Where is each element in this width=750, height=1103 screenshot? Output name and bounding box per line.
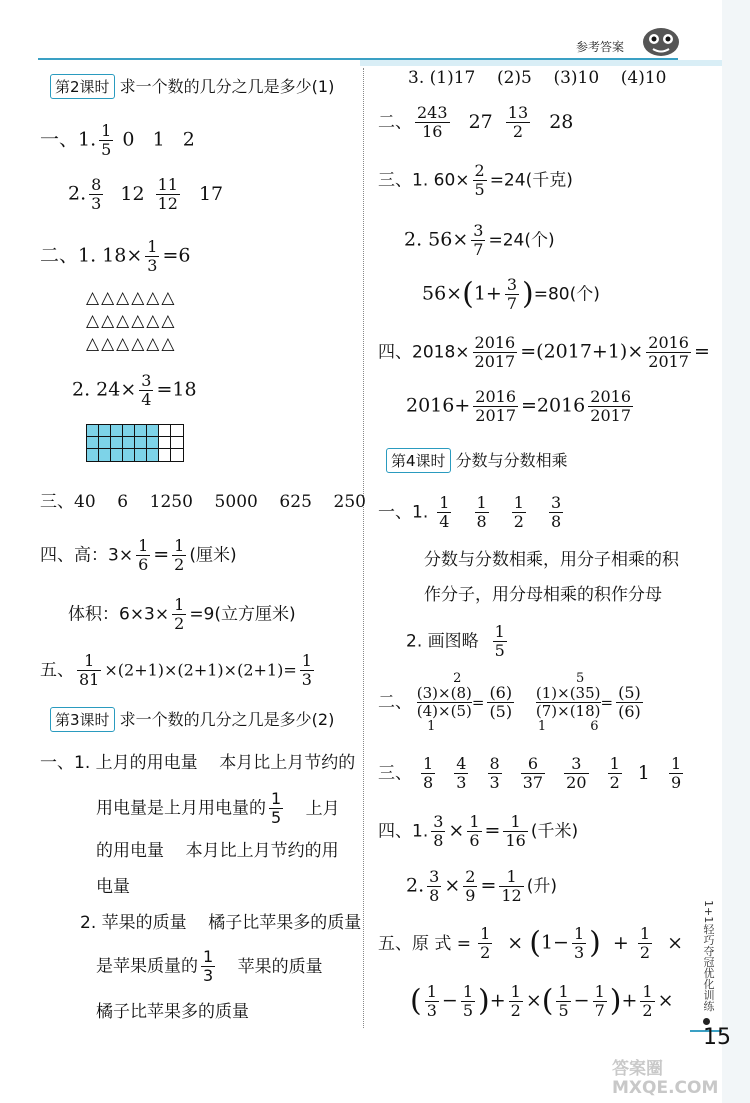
label: 五、原 式 = [378, 933, 472, 954]
fraction [638, 925, 652, 962]
label: 一、1. [378, 502, 429, 523]
fraction [269, 790, 283, 827]
denominator: 7 [506, 294, 518, 314]
reduction-expression [417, 672, 472, 733]
denominator: 2017 [590, 406, 631, 426]
lesson2-tag: 第2课时 [50, 74, 115, 99]
numerator: 2016 [475, 387, 516, 406]
label: 2. [406, 874, 425, 897]
operator: + [612, 931, 629, 954]
text: 苹果的质量 [237, 956, 323, 977]
numerator: 1 [203, 947, 214, 966]
ans-l5: 三、40 6 1250 5000 625 250 [40, 492, 366, 512]
ans-r9: 分数与分数相乘，用分子相乘的积 [424, 550, 679, 570]
expression: =(2017+1)× [520, 340, 644, 363]
text: 上月 [305, 798, 340, 819]
fraction [512, 494, 526, 531]
denominator: 7 [594, 1001, 605, 1021]
unit: (升) [526, 876, 557, 897]
fraction [473, 162, 487, 199]
numerator: 1 [670, 754, 682, 773]
reduction-expression [536, 672, 601, 733]
fraction [172, 537, 186, 574]
denominator: 9 [465, 886, 476, 906]
denominator: 2 [174, 555, 185, 575]
fraction [593, 983, 607, 1020]
ans-l15: 橘子比苹果多的质量 [96, 1002, 249, 1022]
label: 四、2018× [378, 342, 470, 363]
lesson3-tag: 第3课时 [50, 707, 115, 732]
denominator: 12 [157, 194, 178, 214]
right-margin-band [722, 0, 750, 1103]
label: 2. 24× [72, 378, 137, 401]
label: 2. 56× [404, 228, 469, 251]
ans-l3 [40, 238, 190, 275]
label: 五、 [40, 660, 74, 681]
mascot-icon [640, 22, 682, 62]
denominator: 2017 [475, 406, 516, 426]
label: 是苹果质量的 [96, 956, 198, 977]
denominator: 3 [203, 966, 214, 986]
ans-r6 [378, 334, 710, 371]
fraction [505, 276, 519, 313]
numerator: 1 [147, 237, 158, 256]
denominator: 6 [469, 831, 480, 851]
label: 二、 [378, 112, 412, 133]
denominator: 5 [101, 140, 112, 160]
ans-r14 [378, 813, 578, 850]
fraction [201, 948, 215, 985]
result: =6 [162, 244, 191, 267]
fraction [549, 494, 563, 531]
denominator: 2 [639, 943, 651, 963]
ans-r2 [378, 104, 573, 141]
numerator: (1)×(35) [535, 684, 601, 702]
lesson4-heading [386, 448, 568, 473]
fraction [421, 755, 435, 792]
numerator: 1 [642, 982, 653, 1001]
ans-r11 [406, 623, 510, 660]
denominator: 7 [473, 240, 484, 260]
term: 1− [540, 931, 569, 954]
denominator: 2 [642, 1001, 653, 1021]
numerator: 243 [417, 103, 448, 122]
ans-l7 [68, 596, 296, 633]
fraction [669, 755, 683, 792]
cancel-result: 1 [427, 719, 436, 735]
numerator: 1 [513, 493, 524, 512]
label: 二、 [378, 692, 412, 713]
cancel-result: 1 [537, 719, 547, 735]
numerator: 3 [433, 812, 444, 831]
operator: × [667, 931, 683, 954]
numerator: 3 [141, 371, 152, 390]
label: 2016+ [406, 394, 471, 417]
fraction [488, 755, 502, 792]
fraction [473, 334, 518, 371]
result: =80(个) [533, 284, 600, 305]
header-title: 参考答案 [576, 40, 625, 54]
fraction [646, 334, 691, 371]
fraction [478, 925, 492, 962]
ans-l13: 2. 苹果的质量 橘子比苹果多的质量 [80, 913, 362, 933]
numerator: 1 [84, 651, 95, 670]
expression: ×(2+1)×(2+1)×(2+1)= [104, 660, 297, 680]
value: 27 [468, 110, 493, 133]
operator: − [441, 989, 458, 1012]
equals: = [153, 543, 170, 566]
label: 一、1. [40, 128, 97, 151]
denominator: 2 [480, 943, 491, 963]
ans-l8 [40, 652, 317, 689]
denominator: 5 [494, 641, 505, 661]
ans-r4 [404, 222, 555, 259]
denominator: 2 [609, 773, 620, 793]
fraction [499, 868, 523, 905]
denominator: 12 [501, 886, 522, 906]
top-band [360, 60, 750, 66]
denominator: 8 [429, 886, 440, 906]
numerator: 8 [91, 175, 102, 194]
ans-l6 [40, 537, 237, 574]
value: 12 [120, 182, 145, 205]
fraction [475, 494, 489, 531]
numerator: 3 [506, 275, 518, 294]
denominator: 3 [456, 773, 467, 793]
denominator: 4 [439, 512, 450, 532]
denominator: 16 [422, 122, 443, 142]
fraction [300, 652, 314, 689]
cancel-result: 2 [453, 671, 462, 686]
term: 1+ [473, 282, 502, 305]
numerator: 4 [456, 754, 467, 773]
numerator: 3 [429, 867, 440, 886]
denominator: 3 [91, 194, 102, 214]
cancel-result: 6 [590, 719, 599, 735]
numerator: 8 [489, 754, 500, 773]
side-series-text: 1+1轻巧夺冠优化训练 [702, 900, 715, 1012]
denominator: 2 [512, 122, 524, 142]
fraction [572, 925, 586, 962]
fraction [588, 388, 633, 425]
label: 56× [422, 282, 463, 305]
watermark: 答案圈 MXQE.COM [612, 1059, 719, 1098]
fraction [454, 755, 468, 792]
numerator: 2016 [474, 333, 516, 352]
numerator: 2016 [648, 333, 689, 352]
result: =24(个) [488, 230, 555, 251]
fraction [172, 596, 186, 633]
numerator: (5) [618, 683, 641, 702]
result: =18 [156, 378, 197, 401]
lesson4-tag: 第4课时 [386, 448, 451, 473]
numerator: 1 [480, 924, 491, 943]
numerator: 2016 [590, 387, 631, 406]
ans-l4 [72, 372, 197, 409]
denominator: 3 [426, 1001, 437, 1021]
operator: − [573, 989, 590, 1012]
label: 用电量是上月用电量的 [96, 798, 266, 819]
denominator: 3 [147, 256, 158, 276]
numerator: 1 [138, 536, 149, 555]
expression: =2016 [521, 394, 586, 417]
lesson4-title: 分数与分数相乘 [455, 451, 568, 470]
ans-l10 [96, 790, 340, 827]
ans-l11: 的用电量 本月比上月节约的用 [96, 841, 339, 861]
fraction [425, 983, 439, 1020]
cancel-result: 5 [576, 671, 585, 686]
fraction [136, 537, 150, 574]
operator: × [444, 874, 461, 897]
equals: = [693, 340, 710, 363]
numerator: 1 [594, 982, 605, 1001]
denominator: 3 [573, 943, 585, 963]
numerator: 1 [439, 493, 450, 512]
numerator: (6) [489, 683, 513, 702]
numerator: 11 [157, 175, 178, 194]
denominator: 3 [301, 670, 312, 690]
denominator: 37 [522, 773, 544, 793]
numerator: 1 [558, 982, 569, 1001]
lesson2-title: 求一个数的几分之几是多少(1) [119, 77, 335, 96]
denominator: (4)×(5) [416, 702, 472, 721]
result: =9(立方厘米) [189, 604, 296, 625]
label: 三、 [378, 763, 412, 784]
column-divider [363, 68, 364, 1028]
ans-l1 [40, 122, 195, 159]
denominator: 20 [566, 773, 587, 793]
operator: × [657, 989, 674, 1012]
unit: (千米) [530, 821, 579, 842]
numerator: 1 [609, 754, 620, 773]
fraction [139, 372, 153, 409]
fraction [556, 983, 570, 1020]
numerator: 6 [527, 754, 539, 773]
numerator: 1 [476, 493, 487, 512]
ans-l9: 一、1. 上月的用电量 本月比上月节约的 [40, 753, 356, 773]
numerator: 1 [426, 982, 437, 1001]
denominator: 3 [489, 773, 500, 793]
values: 0 1 2 [122, 128, 195, 151]
denominator: 16 [505, 831, 526, 851]
numerator: 1 [301, 651, 312, 670]
result: =24(千克) [489, 170, 573, 191]
numerator: 3 [550, 493, 562, 512]
denominator: 9 [670, 773, 682, 793]
fraction [608, 755, 622, 792]
fraction [471, 222, 485, 259]
fraction [616, 684, 643, 721]
denominator: (6) [618, 702, 641, 722]
ans-r1: 3. (1)17 (2)5 (3)10 (4)10 [408, 68, 667, 88]
fraction [467, 813, 481, 850]
denominator: 81 [79, 670, 100, 690]
lesson3-title: 求一个数的几分之几是多少(2) [119, 710, 335, 729]
numerator: 2 [474, 161, 485, 180]
denominator: 4 [141, 390, 152, 410]
operator: + [621, 989, 638, 1012]
fraction [145, 238, 159, 275]
label: 三、1. 60× [378, 170, 470, 191]
fraction [99, 122, 113, 159]
page-number: 15 [703, 1025, 731, 1050]
triangle-row: △△△△△△ [86, 334, 177, 354]
fraction [493, 623, 507, 660]
numerator: 1 [174, 595, 185, 614]
fraction [461, 983, 475, 1020]
fraction [463, 868, 477, 905]
ans-r13 [378, 755, 686, 792]
denominator: 8 [550, 512, 562, 532]
ans-r8 [378, 494, 566, 531]
equals: = [480, 874, 497, 897]
ans-r12 [378, 672, 646, 733]
numerator: 3 [571, 754, 582, 773]
lesson3-heading [50, 707, 334, 732]
numerator: 1 [639, 924, 651, 943]
numerator: 1 [101, 121, 112, 140]
ans-r3 [378, 162, 573, 199]
label: 二、1. 18× [40, 244, 143, 267]
denominator: 8 [476, 512, 487, 532]
fraction [431, 813, 445, 850]
ans-r7 [406, 388, 636, 425]
denominator: 2017 [474, 352, 516, 372]
denominator: 5 [271, 808, 282, 828]
numerator: 1 [174, 536, 185, 555]
ans-r17: ( $\frac{1}{3}$ − $\frac{1}{5}$ )+ $\frac{1}{2}$ ×( $\frac{1}{5}$ − $\frac{1}{7}$ )+ $\frac{1}{2}$ × [410, 982, 674, 1021]
ans-l2 [68, 176, 223, 213]
equals: = [471, 693, 485, 712]
operator: + [489, 989, 506, 1012]
fraction [506, 104, 530, 141]
denominator: 5 [462, 1001, 474, 1021]
denominator: (7)×(18) [535, 702, 601, 721]
numerator: 2 [465, 867, 476, 886]
ans-r5: 56×(1+ $\frac{3}{7}$ )=80(个) [422, 275, 600, 314]
fraction [487, 684, 514, 721]
fraction [503, 813, 527, 850]
cancel-results [538, 720, 599, 733]
numerator: 1 [271, 789, 282, 808]
ans-r16: 五、原 式 = $\frac{1}{2}$ × (1− $\frac{1}{3}$ ) + $\frac{1}{2}$ × [378, 924, 683, 963]
denominator: 2 [513, 512, 524, 532]
denominator: 2017 [648, 352, 689, 372]
fraction [156, 176, 180, 213]
equals: = [600, 693, 614, 712]
numerator: 1 [462, 982, 474, 1001]
ans-l14 [96, 948, 323, 985]
numerator: 1 [469, 812, 480, 831]
value: 1 [637, 761, 650, 784]
denominator: (5) [489, 702, 513, 722]
numerator: 1 [510, 812, 521, 831]
fraction [473, 388, 518, 425]
fraction [77, 652, 101, 689]
equals: = [484, 819, 501, 842]
fraction [89, 176, 103, 213]
numerator: 1 [573, 924, 585, 943]
label: 2. [68, 182, 87, 205]
fraction [640, 983, 654, 1020]
numerator: 3 [473, 221, 484, 240]
denominator: 2 [510, 1001, 521, 1021]
fraction [437, 494, 451, 531]
numerator: 1 [494, 622, 505, 641]
lesson2-heading [50, 74, 334, 99]
denominator: 6 [138, 555, 149, 575]
label: 四、1. [378, 821, 429, 842]
value: 17 [198, 182, 224, 205]
fraction [427, 868, 441, 905]
unit: (厘米) [189, 545, 237, 566]
operator: × [507, 931, 524, 954]
numerator: (3)×(8) [416, 684, 472, 702]
numerator: 13 [507, 103, 529, 122]
ans-l12: 电量 [96, 877, 130, 897]
label: 四、高：3× [40, 545, 134, 566]
label: 2. 画图略 [406, 631, 479, 652]
fraction [564, 755, 588, 792]
operator: × [448, 819, 465, 842]
denominator: 8 [423, 773, 434, 793]
ans-r10: 作分子，用分母相乘的积作分母 [424, 585, 662, 605]
denominator: 5 [558, 1001, 569, 1021]
side-dot-icon [703, 1018, 710, 1025]
denominator: 5 [474, 180, 485, 200]
numerator: 1 [506, 867, 517, 886]
label: 体积：6×3× [68, 604, 170, 625]
triangle-row: △△△△△△ [86, 311, 177, 331]
numerator: 1 [423, 754, 434, 773]
numerator: 1 [510, 982, 521, 1001]
fraction [521, 755, 545, 792]
shaded-grid-diagram [86, 424, 184, 462]
ans-r15 [406, 868, 557, 905]
denominator: 2 [174, 614, 185, 634]
denominator: 8 [433, 831, 444, 851]
operator: × [525, 989, 542, 1012]
value: 28 [549, 110, 574, 133]
triangle-row: △△△△△△ [86, 288, 177, 308]
fraction [509, 983, 523, 1020]
fraction [415, 104, 450, 141]
